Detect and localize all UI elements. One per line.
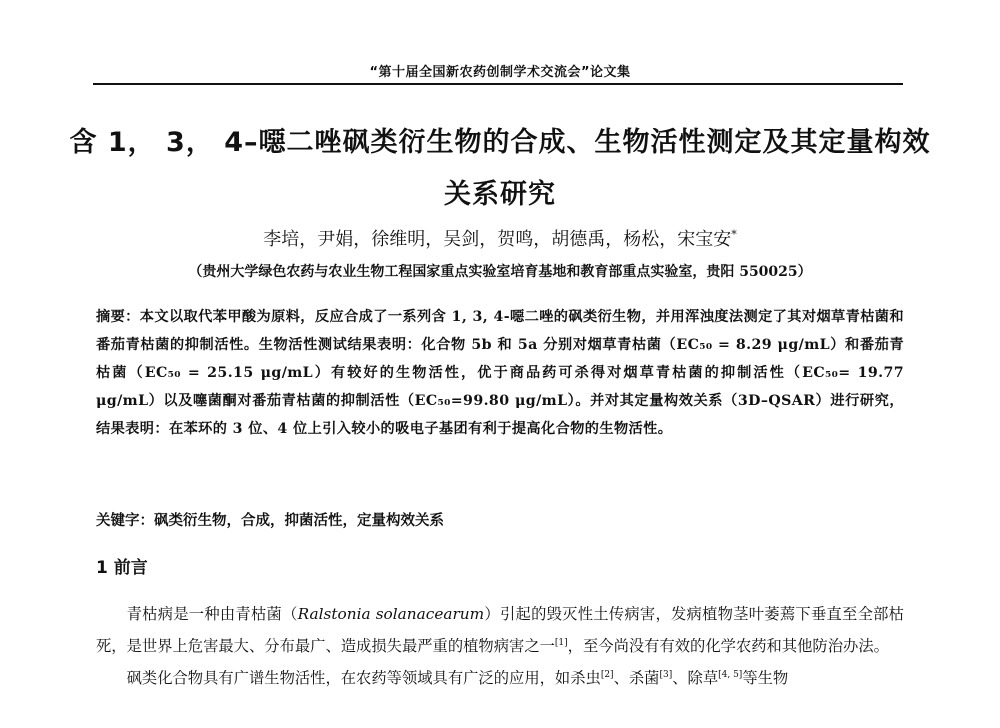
citation: [1] bbox=[554, 638, 568, 648]
intro-p2-text: 等生物 bbox=[742, 669, 789, 688]
intro-paragraph bbox=[96, 600, 904, 661]
citation: [4, 5] bbox=[718, 670, 743, 681]
keywords bbox=[96, 509, 904, 530]
intro-p2-text: 、除草 bbox=[672, 669, 719, 688]
header-rule bbox=[93, 83, 903, 85]
intro-p1-text: 青枯病是一种由青枯菌（ bbox=[126, 605, 298, 623]
running-header: “第十届全国新农药创制学术交流会”论文集 bbox=[369, 65, 631, 80]
intro-paragraph bbox=[96, 661, 904, 693]
intro-p1-text: ，至今尚没有有效的化学农药和其他防治办法。 bbox=[567, 637, 889, 656]
citation: [2] bbox=[600, 670, 614, 681]
author-names: 李培，尹娟，徐维明，吴剑，贺鸣，胡德禹，杨松，宋宝安 bbox=[263, 229, 732, 250]
keywords-text: 砜类衍生物，合成，抑菌活性，定量构效关系 bbox=[154, 513, 444, 529]
species-name: Ralstonia solanacearum bbox=[297, 605, 485, 623]
section-heading bbox=[96, 553, 148, 578]
section-title: 前言 bbox=[113, 558, 148, 578]
intro-p2-text: 、杀菌 bbox=[613, 669, 660, 688]
abstract-label: 摘要： bbox=[96, 309, 140, 325]
affiliation: （贵州大学绿色农药与农业生物工程国家重点实验室培育基地和教育部重点实验室，贵阳 550025） bbox=[188, 264, 812, 280]
corresponding-mark: * bbox=[731, 228, 737, 241]
abstract-text: 本文以取代苯甲酸为原料，反应合成了一系列含 1, 3, 4-噁二唑的砜类衍生物，并用浑浊度法测定了其对烟草青枯菌和番茄青枯菌的抑制活性。生物活性测试结果表明：化合物 5b 和 5a 分别对烟草青枯菌（EC₅₀ = 8.29 μg/mL）和番茄青枯菌（EC₅₀ = 25.15 μg/mL）有较好的生物活性，优于商品药可杀得对烟草青枯菌的抑制活性（EC₅₀= 19.77 μg/mL）以及噻菌酮对番茄青枯菌的抑制活性（EC₅₀=99.80 μg/mL）。并对其定量构效关系（3D–QSAR）进行研究，结果表明：在苯环的 3 位、4 位上引入较小的吸电子基团有利于提高化合物的生物活性。 bbox=[96, 309, 904, 437]
introduction-body bbox=[96, 600, 904, 693]
keywords-label: 关键字： bbox=[96, 513, 154, 529]
intro-p1-text: ）引起的毁灭性土传病害，发病植物茎叶萎蔫下垂直至全部枯死，是世界上危害最大、分布最广、造成损失最严重的植物病害之一 bbox=[96, 605, 904, 656]
intro-p2-text: 砜类化合物具有广谱生物活性，在农药等领域具有广泛的应用，如杀虫 bbox=[126, 669, 601, 688]
paper-title-line-2: 关系研究 bbox=[444, 179, 556, 210]
paper-title-line-1: 含 1， 3， 4–噁二唑砜类衍生物的合成、生物活性测定及其定量构效 bbox=[69, 127, 931, 158]
section-number: 1 bbox=[96, 558, 108, 578]
citation: [3] bbox=[659, 670, 673, 681]
abstract bbox=[96, 303, 904, 443]
author-list bbox=[0, 225, 1000, 251]
